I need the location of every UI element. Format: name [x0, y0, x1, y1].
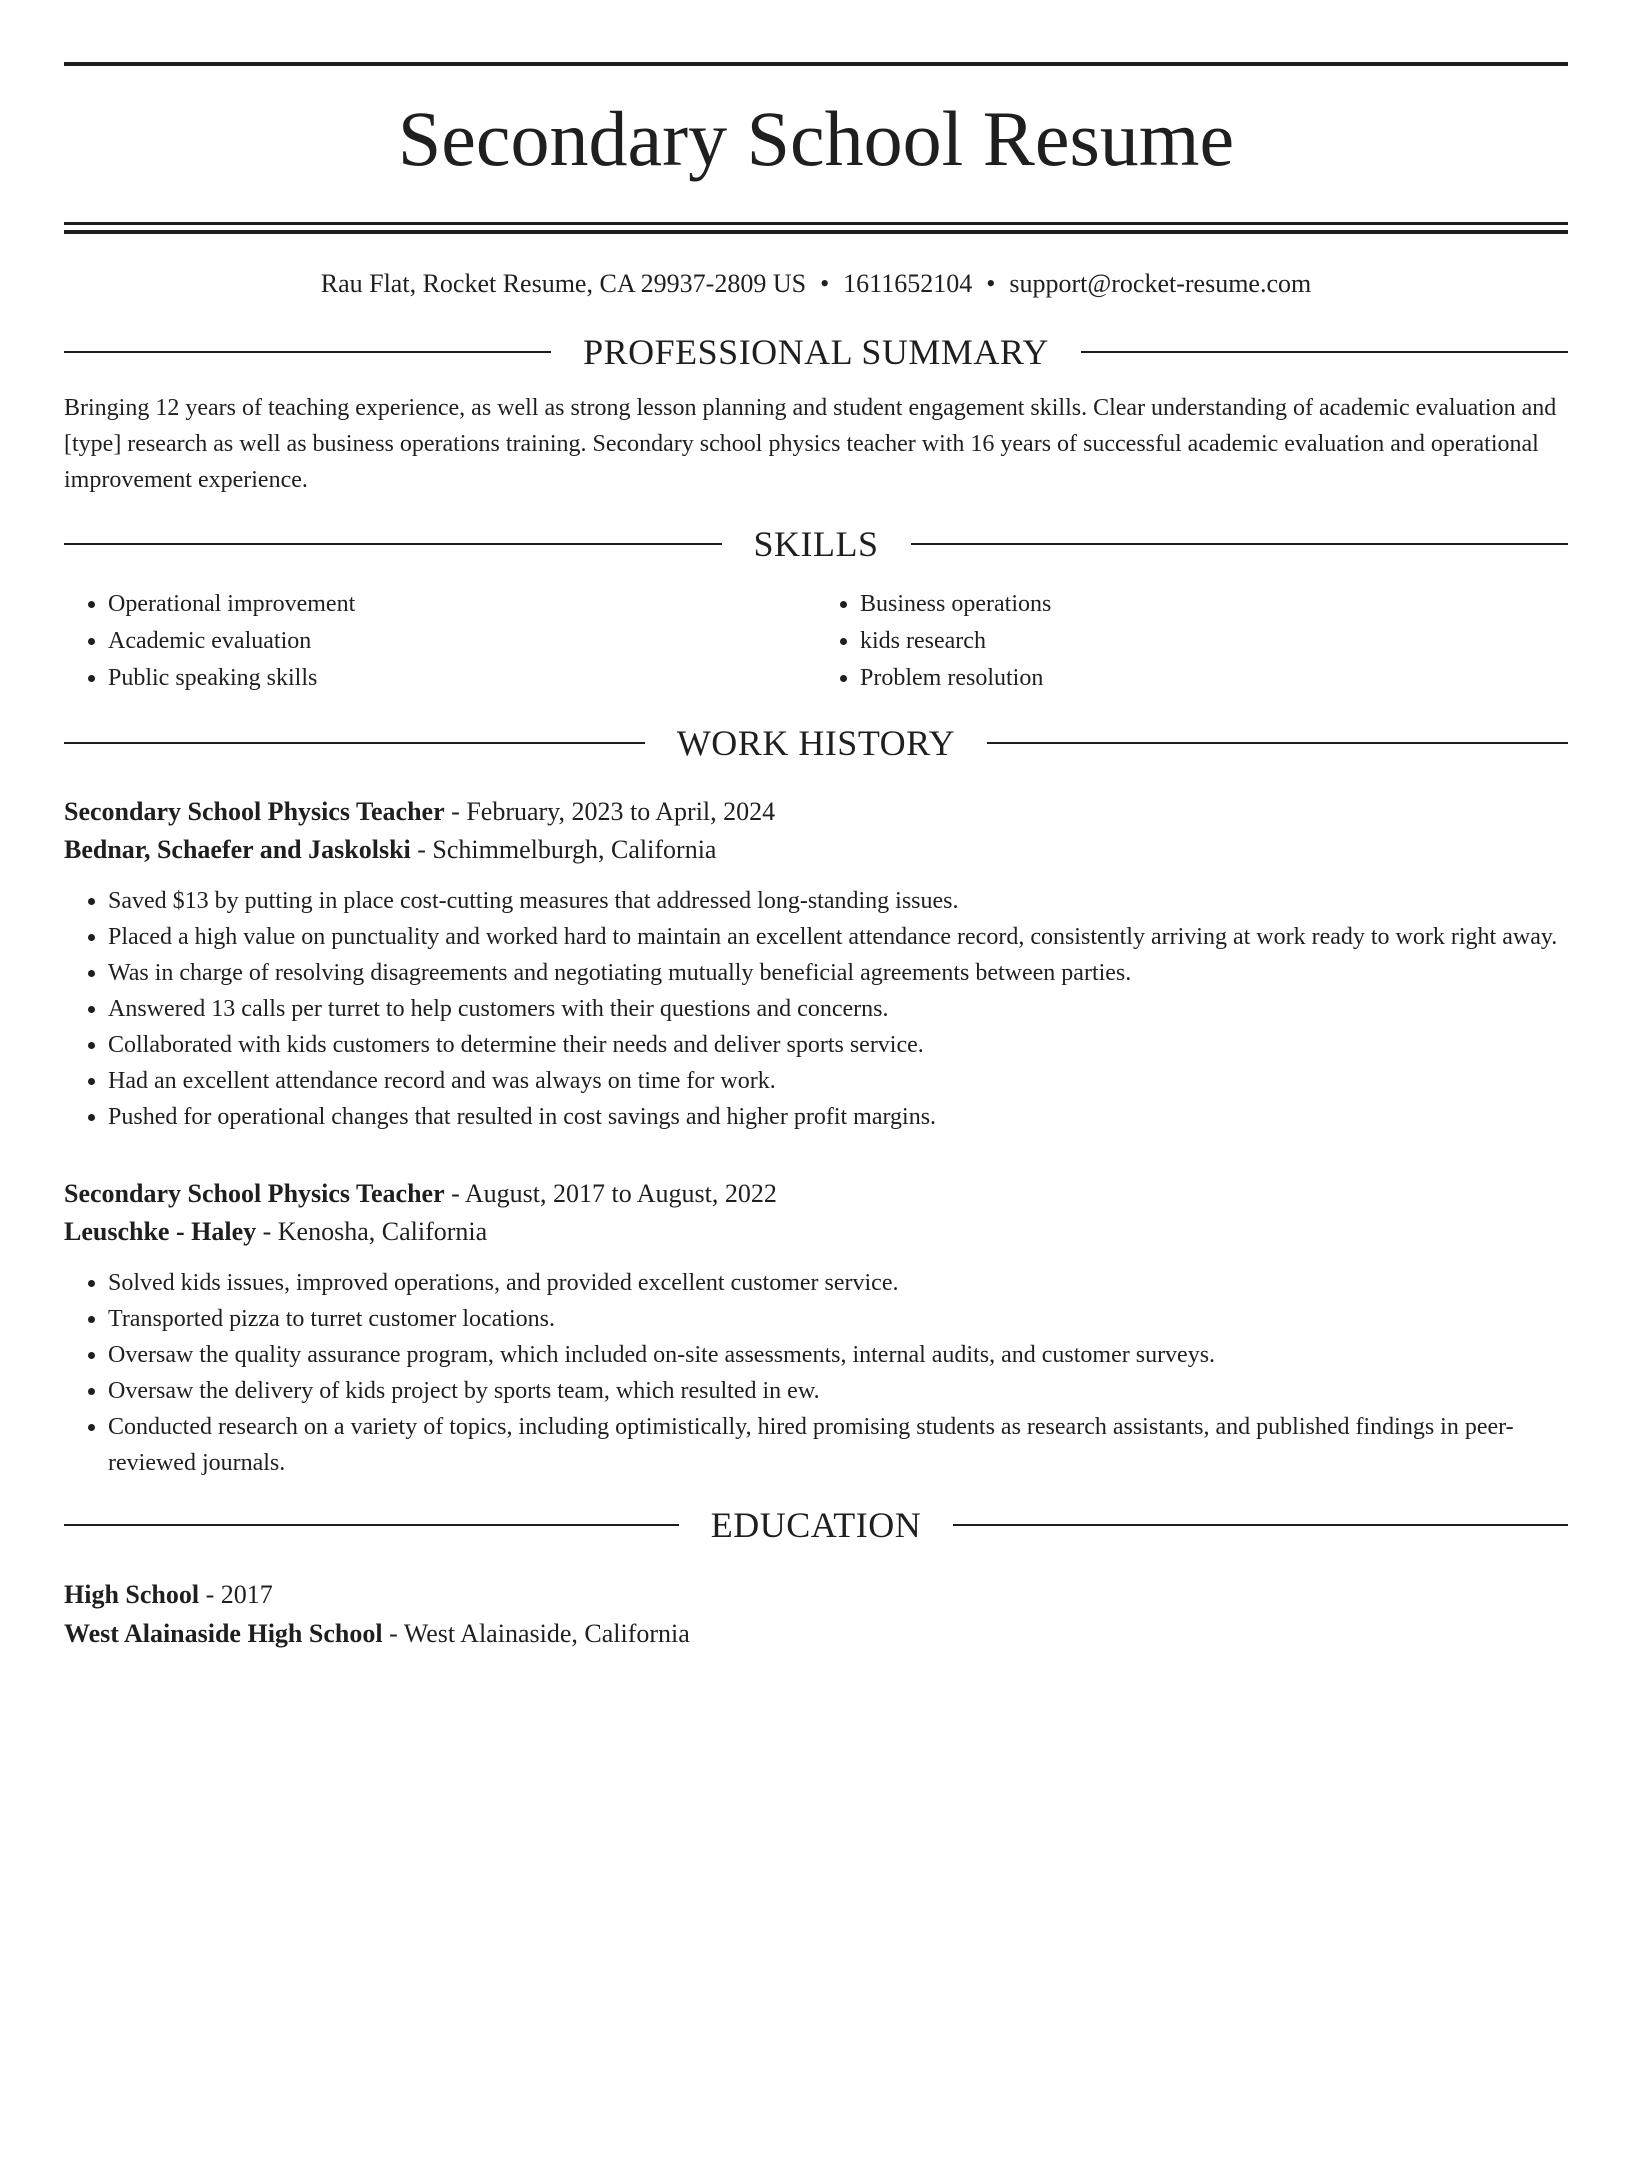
job-company: Bednar, Schaefer and Jaskolski — [64, 835, 411, 864]
education-school-line — [64, 1614, 1568, 1653]
job-title: Secondary School Physics Teacher — [64, 797, 445, 826]
heading-rule — [64, 742, 645, 744]
job-bullet: • Was in charge of resolving disagreements and negotiating mutually beneficial agreements between parties. — [108, 955, 1568, 991]
resume-title: Secondary School Resume — [397, 95, 1235, 182]
heading-rule — [1081, 351, 1568, 353]
skills-list — [64, 586, 1568, 697]
dash: - — [410, 835, 433, 864]
job-location: Schimmelburgh, California — [432, 835, 717, 864]
job-location: Kenosha, California — [277, 1217, 488, 1246]
job-bullet: • Placed a high value on punctuality and worked hard to maintain an excellent attendance record, consistently arriving at work ready to work right away. — [108, 919, 1568, 955]
heading-rule — [64, 1524, 679, 1526]
education-degree-line — [64, 1575, 1568, 1614]
job-company: Leuschke - Haley — [64, 1217, 257, 1246]
job-bullet: • Collaborated with kids customers to determine their needs and deliver sports service. — [108, 1027, 1568, 1063]
job-dates: August, 2017 to August, 2022 — [464, 1179, 777, 1208]
job-dates: February, 2023 to April, 2024 — [466, 797, 776, 826]
skill-item: • Academic evaluation — [108, 623, 816, 660]
section-title: PROFESSIONAL SUMMARY — [583, 332, 1049, 372]
section-title: SKILLS — [753, 524, 879, 564]
job-bullets — [64, 1265, 1568, 1481]
contact-separator: • — [986, 269, 996, 298]
contact-line — [64, 268, 1568, 300]
section-title: EDUCATION — [710, 1505, 922, 1545]
title-rule-upper — [64, 222, 1568, 225]
job-title-line — [64, 793, 1568, 831]
job-bullet: • Transported pizza to turret customer locations. — [108, 1301, 1568, 1337]
job-company-line — [64, 1213, 1568, 1251]
job-bullet: • Conducted research on a variety of topics, including optimistically, hired promising students as research assistants, and published findings in peer-reviewed journals. — [108, 1409, 1568, 1481]
section-heading-summary — [64, 330, 1568, 374]
job-entry — [64, 1175, 1568, 1481]
job-bullet: • Solved kids issues, improved operations, and provided excellent customer service. — [108, 1265, 1568, 1301]
heading-rule — [987, 742, 1568, 744]
job-bullet: • Had an excellent attendance record and was always on time for work. — [108, 1063, 1568, 1099]
education-year: 2017 — [220, 1580, 273, 1609]
contact-separator: • — [820, 269, 830, 298]
section-heading-work — [64, 721, 1568, 765]
skill-item: • kids research — [860, 623, 1568, 660]
section-title: WORK HISTORY — [676, 723, 956, 763]
education-location: West Alainaside, California — [403, 1619, 690, 1648]
dash: - — [199, 1580, 221, 1609]
job-bullet: • Pushed for operational changes that resulted in cost savings and higher profit margins. — [108, 1099, 1568, 1135]
education-school: West Alainaside High School — [64, 1619, 383, 1648]
job-company-line — [64, 831, 1568, 869]
heading-rule — [64, 543, 722, 545]
contact-address: Rau Flat, Rocket Resume, CA 29937-2809 US — [320, 269, 807, 298]
job-entry — [64, 793, 1568, 1135]
skills-column-left — [64, 586, 816, 697]
section-heading-education — [64, 1503, 1568, 1547]
job-bullet: • Oversaw the quality assurance program, which included on-site assessments, internal audits, and customer surveys. — [108, 1337, 1568, 1373]
education-degree: High School — [64, 1580, 200, 1609]
dash: - — [444, 797, 467, 826]
job-title: Secondary School Physics Teacher — [64, 1179, 445, 1208]
dash: - — [382, 1619, 404, 1648]
title-rule-lower — [64, 230, 1568, 234]
heading-rule — [911, 543, 1569, 545]
job-bullets — [64, 883, 1568, 1135]
skills-column-right — [816, 586, 1568, 697]
dash: - — [256, 1217, 278, 1246]
skill-item: • Public speaking skills — [108, 660, 816, 697]
heading-rule — [953, 1524, 1568, 1526]
skill-item: • Operational improvement — [108, 586, 816, 623]
job-title-line — [64, 1175, 1568, 1213]
education-entry — [64, 1575, 1568, 1653]
skill-item: • Business operations — [860, 586, 1568, 623]
job-bullet: • Oversaw the delivery of kids project by sports team, which resulted in ew. — [108, 1373, 1568, 1409]
heading-rule — [64, 351, 551, 353]
dash: - — [444, 1179, 465, 1208]
section-heading-skills — [64, 522, 1568, 566]
skill-item: • Problem resolution — [860, 660, 1568, 697]
contact-email: support@rocket-resume.com — [1009, 269, 1312, 298]
job-bullet: • Answered 13 calls per turret to help customers with their questions and concerns. — [108, 991, 1568, 1027]
resume-page — [0, 62, 1632, 2174]
job-bullet: • Saved $13 by putting in place cost-cutting measures that addressed long-standing issues. — [108, 883, 1568, 919]
summary-text: Bringing 12 years of teaching experience, as well as strong lesson planning and student engagement skills. Clear understanding of academic evaluation and [type] research as well as business operations training. Secondary school physics teacher with 16 years of successful academic evaluation and operational improvement experience. — [64, 395, 1557, 493]
contact-phone: 1611652104 — [843, 269, 973, 298]
